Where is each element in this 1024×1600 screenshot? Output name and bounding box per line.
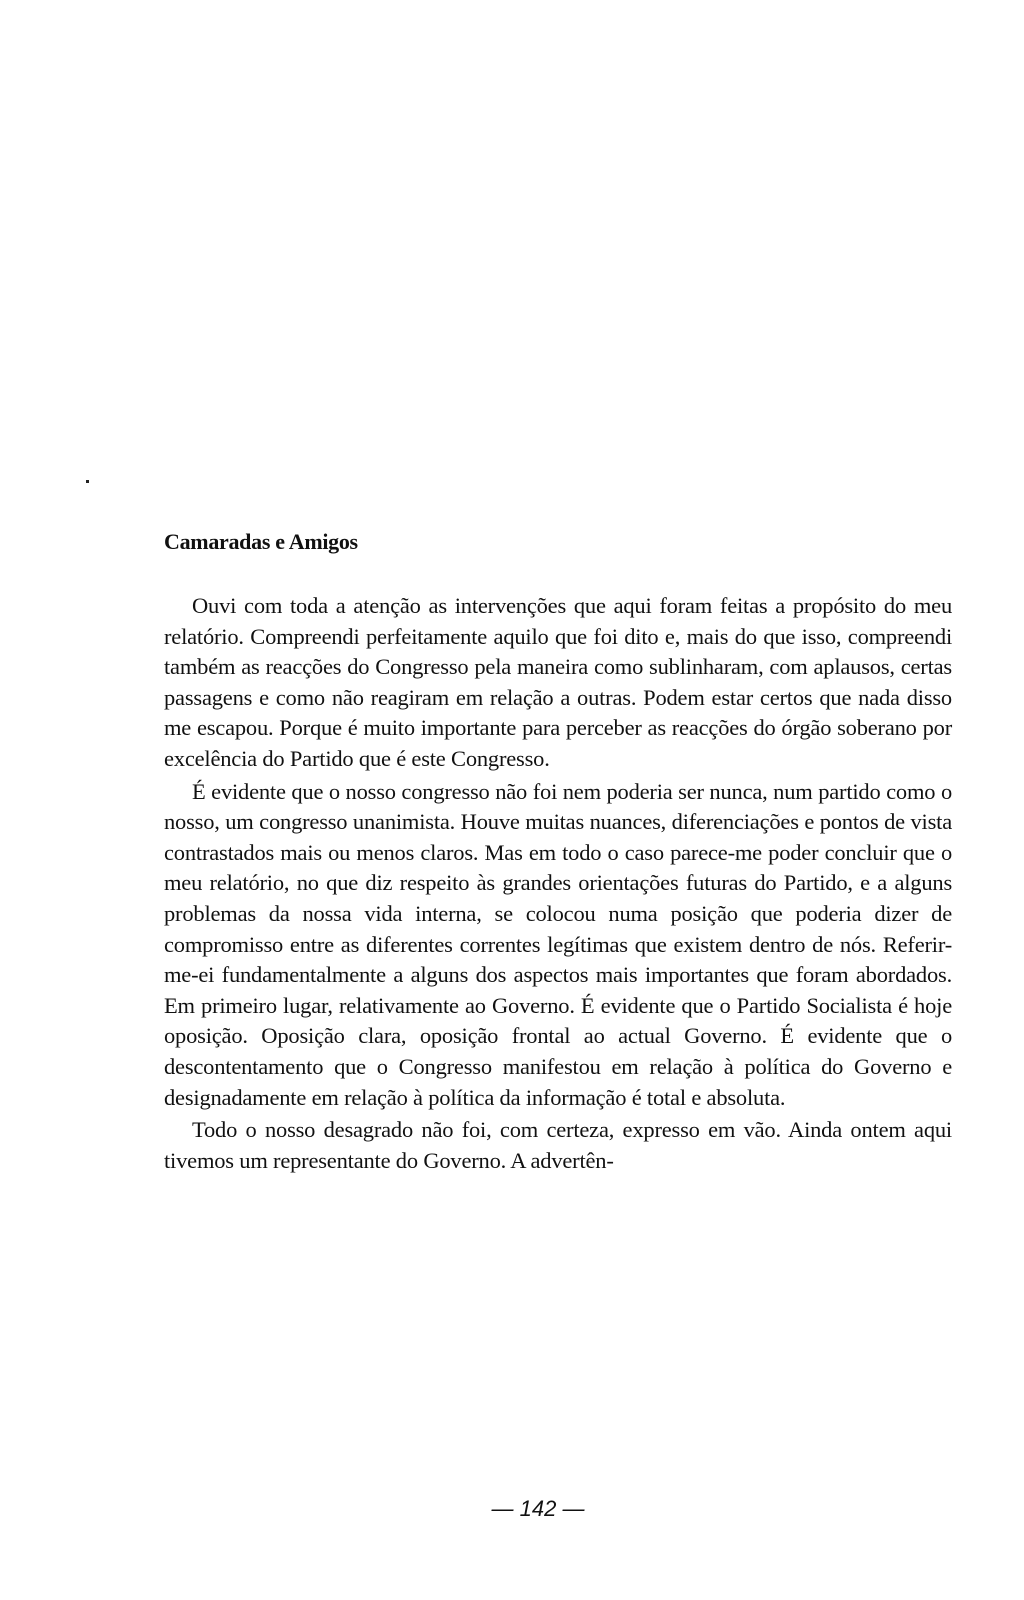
scan-speck — [86, 480, 89, 483]
paragraph-3: Todo o nosso desagrado não foi, com certeza, expresso em vão. Ainda ontem aqui tivemos um representante do Governo. A advertên- — [164, 1117, 952, 1173]
paragraph-1: Ouvi com toda a atenção as intervenções que aqui foram feitas a propósito do meu relatório. Compreendi perfeitamente aquilo que foi dito e, mais do que isso, compreendi também as reacções do Congresso pela maneira como sublinharam, com aplausos, certas passagens e como não reagiram em relação a outras. Podem estar certos que nada disso me escapou. Porque é muito importante para perceber as reacções do órgão soberano por excelência do Partido que é este Congresso. — [164, 593, 952, 771]
page-body — [164, 527, 952, 1176]
section-heading: Camaradas e Amigos — [164, 529, 358, 554]
page-number: — 142 — — [491, 1496, 585, 1521]
paragraph-2: É evidente que o nosso congresso não foi nem poderia ser nunca, num partido como o nosso, um congresso unanimista. Houve muitas nuances, diferenciações e pontos de vista contrastados mais ou menos claros. Mas em todo o caso parece-me poder concluir que o meu relatório, no que diz respeito às grandes orientações futuras do Partido, e a alguns problemas da nossa vida interna, se colocou numa posição que poderia dizer de compromisso entre as diferentes correntes legítimas que existem dentro de nós. Referir-me-ei fundamentalmente a alguns dos aspectos mais importantes que foram abordados. Em primeiro lugar, relativamente ao Governo. É evidente que o Partido Socialista é hoje oposição. Oposição clara, oposição frontal ao actual Governo. É evidente que o descontentamento que o Congresso manifestou em relação à política do Governo e designadamente em relação à política da informação é total e absoluta. — [164, 778, 952, 1110]
